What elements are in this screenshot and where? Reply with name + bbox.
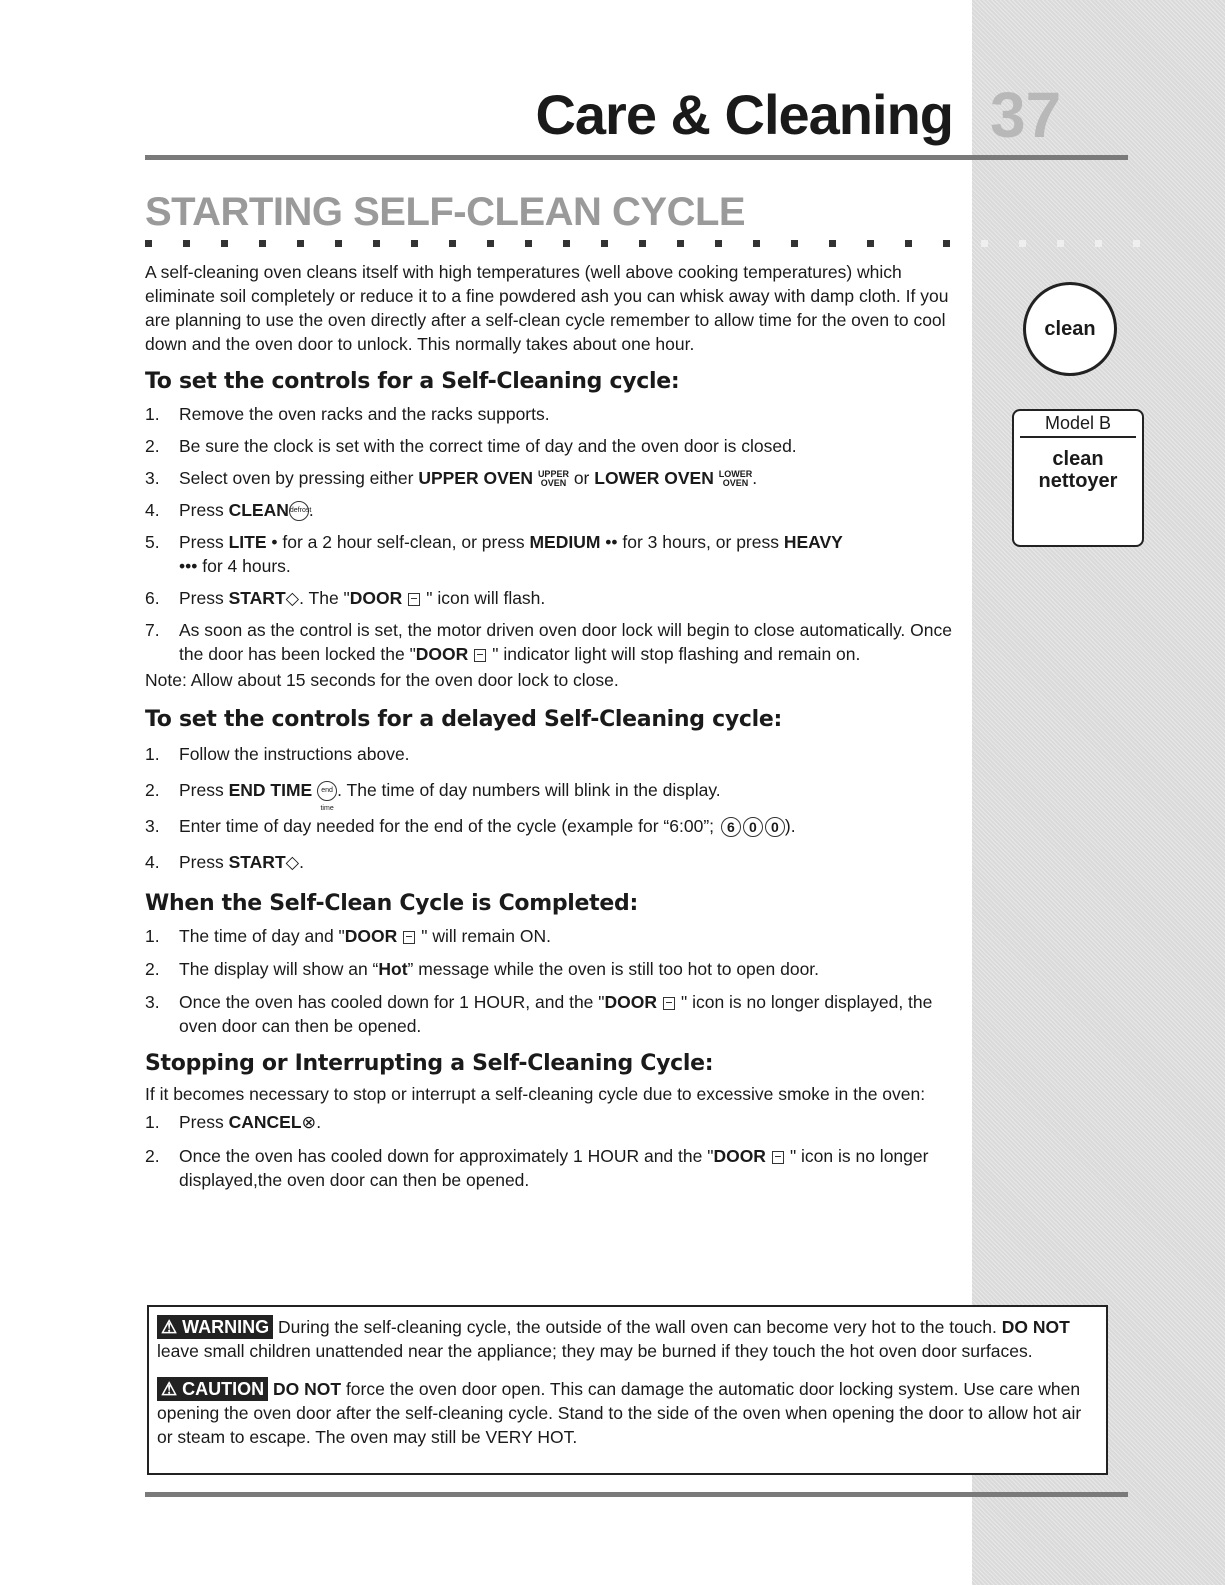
start-key: START	[228, 852, 286, 872]
warning-text: During the self-cleaning cycle, the outside of the wall oven can become very hot to the touch.	[278, 1317, 1002, 1337]
clean-nettoyer-icon	[1014, 448, 1142, 492]
door-label: DOOR	[713, 1146, 766, 1166]
step-text: Once the oven has cooled down for approximately 1 HOUR and the "	[179, 1146, 714, 1166]
step-text: Enter time of day needed for the end of the cycle (example for “6:00”;	[179, 816, 719, 836]
step-text: .	[299, 852, 304, 872]
step-number: 2.	[145, 780, 160, 800]
upper-oven-icon-top: UPPER	[537, 469, 569, 480]
divider-dot	[1019, 240, 1026, 247]
clean-key-icon: clean	[1023, 282, 1117, 376]
heading-self-clean: To set the controls for a Self-Cleaning cycle:	[145, 369, 680, 394]
step-text: Be sure the clock is set with the correct time of day and the oven door is closed.	[179, 436, 797, 456]
door-lock-icon	[403, 931, 415, 944]
step-number: 7.	[145, 620, 160, 640]
door-lock-icon	[474, 649, 486, 662]
model-b-panel	[1012, 409, 1144, 547]
lower-oven-icon-top: LOWER	[718, 469, 753, 480]
divider-dot	[1057, 240, 1064, 247]
divider-dot	[183, 240, 190, 247]
step-number: 4.	[145, 852, 160, 872]
heading-completed: When the Self-Clean Cycle is Completed:	[145, 891, 638, 916]
list-item: 3. Select oven by pressing either UPPER OVEN UPPER OVEN or LOWER OVEN LOWER OVEN .	[145, 468, 758, 489]
step-text: or	[568, 468, 595, 488]
cancel-icon: ⊗	[301, 1112, 317, 1132]
stopping-steps	[145, 1110, 960, 1192]
divider-dot	[411, 240, 418, 247]
divider-dot	[867, 240, 874, 247]
upper-oven-icon	[538, 470, 569, 488]
step-number: 1.	[145, 744, 160, 764]
list-item	[145, 850, 960, 874]
divider-dot	[449, 240, 456, 247]
page-title: Care & Cleaning	[535, 83, 953, 146]
main-content	[145, 260, 960, 1192]
warning-box	[147, 1305, 1108, 1475]
warning-badge: ⚠ WARNING	[157, 1315, 273, 1339]
step-text: •• for 3 hours, or press	[600, 532, 784, 552]
list-item	[145, 618, 960, 666]
divider-dot	[601, 240, 608, 247]
step-number: 2.	[145, 959, 160, 979]
divider-dot	[487, 240, 494, 247]
step-number: 3.	[145, 992, 160, 1012]
key-0-icon: 0	[743, 817, 763, 837]
step-text: The display will show an “	[179, 959, 379, 979]
step-text: The time of day and "	[179, 926, 345, 946]
clean-key: CLEAN	[228, 500, 289, 520]
delayed-clean-steps	[145, 742, 960, 874]
step-number: 5.	[145, 532, 160, 552]
section-title: STARTING SELF-CLEAN CYCLE	[145, 190, 746, 234]
step-text: Follow the instructions above.	[179, 744, 410, 764]
caution-emphasis: DO NOT	[273, 1379, 342, 1399]
step-number: 6.	[145, 588, 160, 608]
list-item	[145, 957, 960, 981]
door-label: DOOR	[604, 992, 657, 1012]
step-number: 1.	[145, 926, 160, 946]
divider-dot	[297, 240, 304, 247]
step-text: Once the oven has cooled down for 1 HOUR, and the "	[179, 992, 605, 1012]
door-lock-icon	[408, 593, 420, 606]
divider-dot	[259, 240, 266, 247]
list-item	[145, 742, 960, 766]
step-text: " icon will flash.	[426, 588, 546, 608]
door-lock-icon	[663, 997, 675, 1010]
cancel-key: CANCEL	[228, 1112, 302, 1132]
step-text: Press	[179, 780, 229, 800]
divider-dot	[1133, 240, 1140, 247]
caution-text: force the oven door open. This can damage the automatic door locking system. Use care when opening the oven door after the self-cleaning cycle. Stand to the side of the oven when opening the door to allow hot air or steam to escape. The oven may still be VERY HOT.	[157, 1379, 1082, 1447]
step-text: Press	[179, 852, 229, 872]
heading-delayed-clean: To set the controls for a delayed Self-Cleaning cycle:	[145, 707, 782, 732]
footer-rule	[145, 1492, 1128, 1497]
lite-key: LITE	[228, 532, 267, 552]
completed-steps	[145, 924, 960, 1038]
list-item: 4. Press CLEANdefrost.	[145, 500, 314, 520]
key-6-icon: 6	[721, 817, 741, 837]
step-text: Select oven by pressing either	[179, 468, 419, 488]
step-text: " icon is no longer displayed,the oven door can then be opened.	[179, 1146, 929, 1190]
step-number: 2.	[145, 1146, 160, 1166]
heavy-key: HEAVY	[783, 532, 843, 552]
heading-stopping: Stopping or Interrupting a Self-Cleaning Cycle:	[145, 1051, 714, 1076]
model-icon-bottom: nettoyer	[1038, 470, 1118, 492]
hot-message: Hot	[378, 959, 408, 979]
header-rule	[145, 155, 1128, 160]
note: Note: Allow about 15 seconds for the oven door lock to close.	[145, 670, 619, 690]
step-text: ••• for 4 hours.	[179, 556, 291, 576]
start-icon: ◇	[285, 588, 300, 608]
step-text: " indicator light will stop flashing and remain on.	[492, 644, 861, 664]
step-text: Press	[179, 532, 229, 552]
upper-oven-key: UPPER OVEN	[418, 468, 534, 488]
step-number: 2.	[145, 436, 160, 456]
divider-dot	[335, 240, 342, 247]
step-number: 3.	[145, 468, 160, 488]
end-time-key: END TIME	[228, 780, 313, 800]
step-text: Press	[179, 588, 229, 608]
door-label: DOOR	[349, 588, 403, 608]
step-number: 3.	[145, 816, 160, 836]
medium-key: MEDIUM	[529, 532, 601, 552]
step-number: 1.	[145, 1112, 160, 1132]
defrost-icon: defrost	[289, 501, 309, 521]
divider-dot	[639, 240, 646, 247]
dot-divider	[145, 240, 1145, 250]
list-item	[145, 990, 960, 1038]
divider-dot	[981, 240, 988, 247]
step-text: ).	[784, 816, 796, 836]
intro-paragraph: A self-cleaning oven cleans itself with high temperatures (well above cooking temperatures) which eliminate soil completely or reduce it to a fine powdered ash you can whisk away with damp cloth. If you are planning to use the oven directly after a self-clean cycle remember to allow time for the oven to cool down and the oven door to unlock. This normally takes about one hour.	[145, 262, 949, 354]
step-text: As soon as the control is set, the motor driven oven door lock will begin to close automatically. Once the door has been locked the "	[179, 620, 952, 664]
divider-dot	[563, 240, 570, 247]
step-text: . The "	[299, 588, 350, 608]
model-label: Model B	[1020, 411, 1136, 438]
divider-dot	[715, 240, 722, 247]
warning-paragraph	[157, 1315, 1098, 1363]
warning-text: leave small children unattended near the appliance; they may be burned if they touch the hot oven door surfaces.	[157, 1341, 1033, 1361]
list-item	[145, 1144, 960, 1192]
divider-dot	[525, 240, 532, 247]
caution-badge: ⚠ CAUTION	[157, 1377, 268, 1401]
step-number: 1.	[145, 404, 160, 424]
key-0-icon: 0	[765, 817, 785, 837]
list-item	[145, 530, 960, 578]
divider-dot	[943, 240, 950, 247]
list-item	[145, 778, 960, 813]
divider-dot	[677, 240, 684, 247]
start-icon: ◇	[285, 852, 300, 872]
divider-dot	[373, 240, 380, 247]
door-label: DOOR	[415, 644, 469, 664]
start-key: START	[228, 588, 286, 608]
list-item	[145, 814, 960, 838]
lower-oven-icon	[719, 470, 753, 488]
lower-oven-key: LOWER OVEN	[594, 468, 714, 488]
step-text: . The time of day numbers will blink in the display.	[337, 780, 721, 800]
divider-dot	[905, 240, 912, 247]
list-item	[145, 586, 960, 610]
upper-oven-icon-bottom: OVEN	[540, 478, 567, 489]
list-item	[145, 402, 960, 426]
page-number: 37	[990, 79, 1062, 151]
step-text: • for a 2 hour self-clean, or press	[266, 532, 530, 552]
list-item: 1. Press CANCEL⊗.	[145, 1112, 322, 1132]
step-text: ” message while the oven is still too hot to open door.	[407, 959, 820, 979]
stopping-intro: If it becomes necessary to stop or interrupt a self-cleaning cycle due to excessive smoke in the oven:	[145, 1084, 926, 1104]
end-time-icon: end time	[317, 781, 337, 801]
step-number: 4.	[145, 500, 160, 520]
self-clean-steps	[145, 402, 960, 666]
list-item	[145, 924, 960, 948]
step-text: " icon is no longer displayed, the oven door can then be opened.	[179, 992, 933, 1036]
divider-dot	[791, 240, 798, 247]
step-text: Press	[179, 500, 229, 520]
step-text: Press	[179, 1112, 229, 1132]
lower-oven-icon-bottom: OVEN	[722, 478, 749, 489]
door-lock-icon	[772, 1151, 784, 1164]
caution-paragraph	[157, 1377, 1098, 1449]
divider-dot	[829, 240, 836, 247]
warning-emphasis: DO NOT	[1001, 1317, 1070, 1337]
model-icon-top: clean	[1052, 448, 1104, 470]
list-item	[145, 434, 960, 458]
door-label: DOOR	[344, 926, 398, 946]
step-text: Remove the oven racks and the racks supports.	[179, 404, 550, 424]
divider-dot	[145, 240, 152, 247]
divider-dot	[221, 240, 228, 247]
step-text: " will remain ON.	[421, 926, 551, 946]
divider-dot	[753, 240, 760, 247]
divider-dot	[1095, 240, 1102, 247]
